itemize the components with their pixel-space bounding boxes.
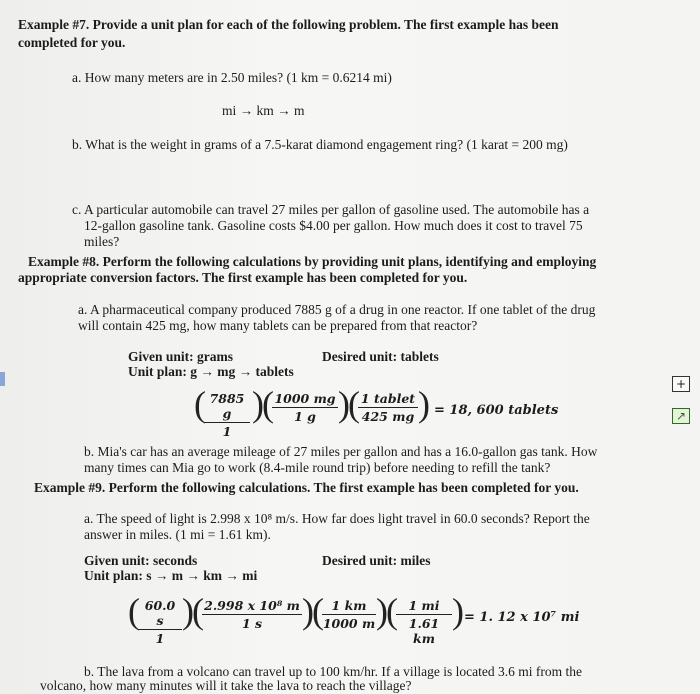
example-7-question-c-line1: c. A particular automobile can travel 27 miles per gallon of gasoline used. The automobile has a — [72, 202, 590, 217]
paren-close: ) — [338, 384, 350, 424]
example-7-question-b: b. What is the weight in grams of a 7.5-karat diamond engagement ring? (1 karat = 200 mg) — [72, 137, 568, 152]
factor-2: $\frac{\text{2.998 x 10⁸ m}}{1 s}$ — [202, 598, 302, 631]
paren-close: ) — [252, 384, 264, 424]
add-icon[interactable]: + — [672, 376, 690, 392]
paren-open: ( — [262, 384, 274, 424]
example-9-question-b-line1: b. The lava from a volcano can travel up to 100 km/hr. If a village is located 3.6 mi from the — [84, 664, 582, 679]
paren-close: ) — [376, 591, 388, 631]
example-9-desired-unit: Desired unit: miles — [322, 553, 431, 568]
example-7-question-c-line2: 12-gallon gasoline tank. Gasoline costs $4.00 per gallon. How much does it cost to travel 75 — [84, 218, 583, 233]
paren-open: ( — [194, 384, 206, 424]
example-9-result: = 1. 12 x 10⁷ mi — [464, 610, 580, 625]
example-9-heading: Example #9. Perform the following calculations. The first example has been completed for you. — [34, 480, 579, 495]
example-8-heading: Example #8. Perform the following calculations by providing unit plans, identifying and employing — [28, 254, 597, 269]
factor-1: $\frac{60.0 s}{1}$ — [138, 598, 182, 646]
example-9-question-b-line2: volcano, how many minutes will it take the lava to reach the village? — [40, 678, 412, 693]
example-7-question-c-line3: miles? — [84, 234, 120, 249]
example-7-question-a: a. How many meters are in 2.50 miles? (1 km = 0.6214 mi) — [72, 70, 392, 85]
example-8-given-unit: Given unit: grams — [128, 349, 234, 364]
example-8-question-b-line1: b. Mia's car has an average mileage of 27 miles per gallon and has a 16.0-gallon gas tank. How — [84, 444, 598, 459]
paren-close: ) — [182, 591, 194, 631]
paren-close: ) — [452, 591, 464, 631]
factor-1: $\frac{7885 g}{1}$ — [204, 391, 250, 439]
example-8-question-a-line1: a. A pharmaceutical company produced 7885 g of a drug in one reactor. If one tablet of the drug — [78, 302, 596, 317]
paren-open: ( — [192, 591, 204, 631]
example-8-unit-plan: Unit plan: g → mg → tablets — [128, 364, 294, 379]
example-7-heading-cont: completed for you. — [18, 35, 126, 50]
factor-3: $\frac{1 km}{1000 m}$ — [322, 598, 376, 631]
paren-close: ) — [418, 384, 430, 424]
paren-close: ) — [302, 591, 314, 631]
expand-icon[interactable]: ↗ — [672, 408, 690, 424]
example-9-given-unit: Given unit: seconds — [84, 553, 198, 568]
example-7-heading: Example #7. Provide a unit plan for each of the following problem. The first example has been — [18, 17, 559, 32]
example-9-question-a-line1: a. The speed of light is 2.998 x 10⁸ m/s. How far does light travel in 60.0 seconds? Report the — [84, 511, 590, 526]
paren-open: ( — [386, 591, 398, 631]
example-9-unit-plan: Unit plan: s → m → km → mi — [84, 568, 258, 583]
example-7-unit-plan-a: mi → km → m — [222, 103, 305, 118]
example-8-desired-unit: Desired unit: tablets — [322, 349, 439, 364]
example-8-question-a-line2: will contain 425 mg, how many tablets can be prepared from that reactor? — [78, 318, 478, 333]
example-8-heading-cont: appropriate conversion factors. The first example has been completed for you. — [18, 270, 468, 285]
paren-open: ( — [348, 384, 360, 424]
factor-2: $\frac{1000 mg}{1 g}$ — [272, 391, 338, 424]
paren-open: ( — [128, 591, 140, 631]
example-8-question-b-line2: many times can Mia go to work (8.4-mile round trip) before needing to refill the tank? — [84, 460, 551, 475]
factor-3: 1 tablet 425 mg — [358, 391, 418, 424]
factor-4: $\frac{1 mi}{1.61 km}$ — [396, 598, 452, 646]
example-9-question-a-line2: answer in miles. (1 mi = 1.61 km). — [84, 527, 271, 542]
paren-open: ( — [312, 591, 324, 631]
example-8-result: = 18, 600 tablets — [434, 403, 559, 418]
left-margin-marker — [0, 372, 5, 386]
